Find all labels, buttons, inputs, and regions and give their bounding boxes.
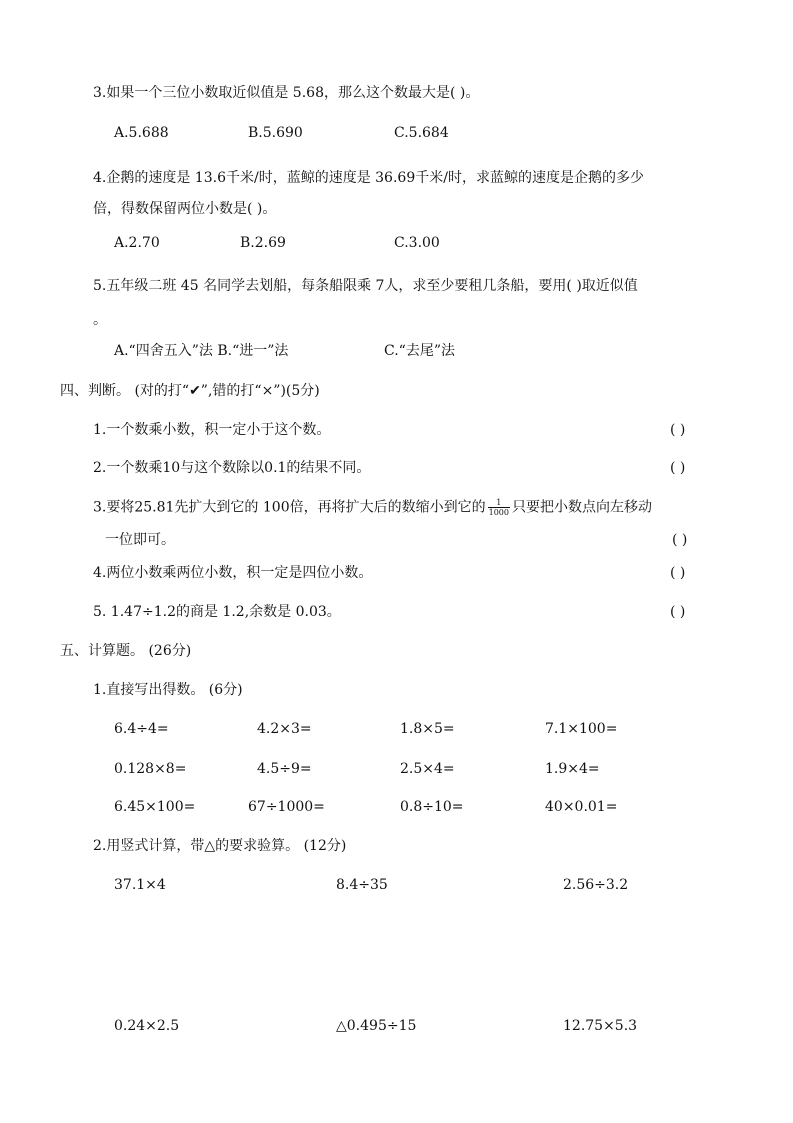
mental-calc-1-4: 7.1×100= <box>545 721 618 737</box>
section-5-title: 五、计算题。 (26分) <box>60 643 192 659</box>
q3-option-a: A.5.688 <box>114 125 169 141</box>
judge-item-1: 1.一个数乘小数，积一定小于这个数。 <box>93 422 331 438</box>
question-5-line2: 。 <box>93 312 107 328</box>
mental-calc-3-2: 67÷1000= <box>248 799 325 815</box>
q4-option-b: B.2.69 <box>240 235 286 251</box>
fraction-numerator: 1 <box>488 498 510 508</box>
fraction <box>488 498 510 517</box>
q4-option-a: A.2.70 <box>114 235 160 251</box>
judge-item-3-text-b: 只要把小数点向左移动 <box>511 499 652 516</box>
mental-calc-1-2: 4.2×3= <box>257 721 312 737</box>
mental-calc-2-3: 2.5×4= <box>400 761 455 777</box>
column-calc-5: △0.495÷15 <box>336 1018 417 1034</box>
part-2-title: 2.用竖式计算，带△的要求验算。 (12分) <box>93 838 347 854</box>
mental-calc-1-1: 6.4÷4= <box>114 721 169 737</box>
fraction-denominator: 1000 <box>488 508 509 517</box>
section-4-title: 四、判断。 (对的打“✔”,错的打“×”)(5分) <box>60 383 320 399</box>
judge-blank-1: ( ) <box>670 422 686 438</box>
column-calc-6: 12.75×5.3 <box>563 1018 638 1034</box>
judge-item-3-text-a: 3.要将25.81先扩大到它的 100倍，再将扩大后的数缩小到它的 <box>93 499 486 516</box>
q5-option-ab: A.“四舍五入”法 B.“进一”法 <box>114 343 289 359</box>
mental-calc-3-4: 40×0.01= <box>545 799 618 815</box>
q4-option-c: C.3.00 <box>394 235 440 251</box>
mental-calc-2-2: 4.5÷9= <box>257 761 312 777</box>
judge-item-3-continued: 一位即可。 <box>105 532 175 548</box>
judge-item-2: 2.一个数乘10与这个数除以0.1的结果不同。 <box>93 460 371 476</box>
q5-option-c: C.“去尾”法 <box>384 343 455 359</box>
mental-calc-1-3: 1.8×5= <box>400 721 455 737</box>
judge-item-5: 5. 1.47÷1.2的商是 1.2,余数是 0.03。 <box>93 604 341 620</box>
mental-calc-2-4: 1.9×4= <box>545 761 600 777</box>
mental-calc-2-1: 0.128×8= <box>114 761 187 777</box>
column-calc-4: 0.24×2.5 <box>114 1018 180 1034</box>
judge-blank-4: ( ) <box>670 565 686 581</box>
question-4-line1: 4.企鹅的速度是 13.6千米/时，蓝鲸的速度是 36.69千米/时，求蓝鲸的速度是企鹅的多少 <box>93 170 644 186</box>
part-1-title: 1.直接写出得数。 (6分) <box>93 682 243 698</box>
column-calc-2: 8.4÷35 <box>336 877 388 893</box>
q3-option-c: C.5.684 <box>394 125 449 141</box>
judge-blank-2: ( ) <box>670 460 686 476</box>
question-3-text: 3.如果一个三位小数取近似值是 5.68，那么这个数最大是( )。 <box>93 85 480 101</box>
question-5-line1: 5.五年级二班 45 名同学去划船，每条船限乘 7人，求至少要租几条船，要用( )取近似值 <box>93 278 638 294</box>
question-4-line2: 倍，得数保留两位小数是( )。 <box>93 201 277 217</box>
judge-blank-3: ( ) <box>672 532 688 548</box>
mental-calc-3-1: 6.45×100= <box>114 799 196 815</box>
column-calc-3: 2.56÷3.2 <box>563 877 629 893</box>
column-calc-1: 37.1×4 <box>114 877 166 893</box>
judge-item-4: 4.两位小数乘两位小数，积一定是四位小数。 <box>93 565 373 581</box>
judge-blank-5: ( ) <box>670 604 686 620</box>
mental-calc-3-3: 0.8÷10= <box>400 799 464 815</box>
q3-option-b: B.5.690 <box>248 125 303 141</box>
judge-item-3 <box>93 498 652 517</box>
